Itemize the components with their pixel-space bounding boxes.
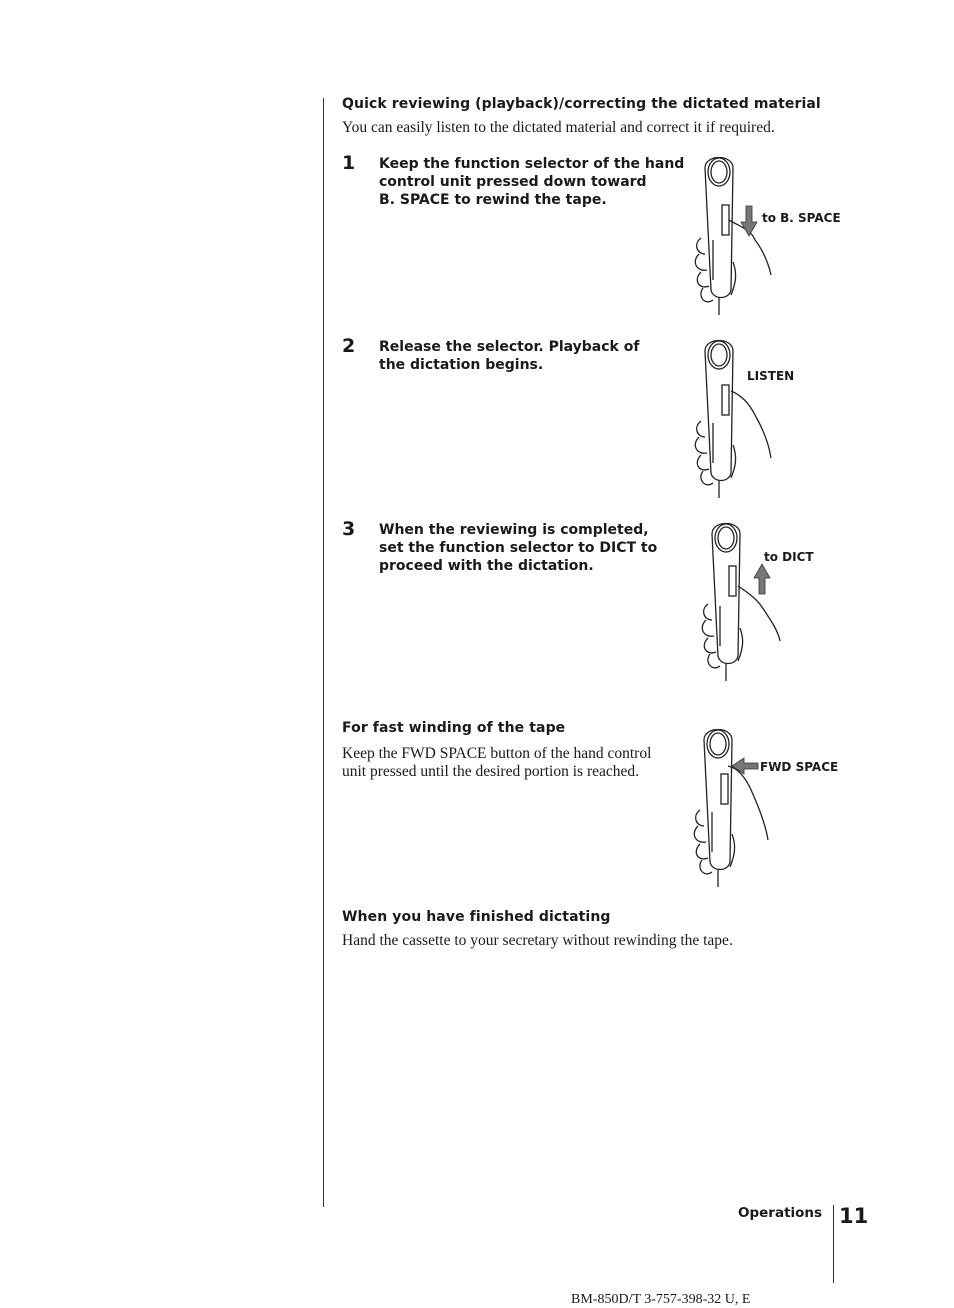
- step-2-callout: LISTEN: [747, 369, 795, 383]
- section-title: Quick reviewing (playback)/correcting the dictated material: [342, 96, 821, 112]
- fast-winding-line: unit pressed until the desired portion is reached.: [342, 763, 640, 780]
- step-2-number: 2: [342, 335, 356, 357]
- step-2-line: the dictation begins.: [379, 357, 544, 373]
- fast-winding-callout: FWD SPACE: [760, 760, 839, 774]
- page-number: 11: [839, 1204, 869, 1228]
- footer-rule: [833, 1205, 834, 1283]
- step-1-text: [379, 155, 689, 209]
- hand-control-unit-dict-icon: [700, 516, 790, 681]
- step-3-text: [379, 521, 689, 575]
- finished-text: Hand the cassette to your secretary without rewinding the tape.: [342, 932, 733, 949]
- fast-winding-title: For fast winding of the tape: [342, 720, 566, 736]
- step-3-line: When the reviewing is completed,: [379, 522, 649, 538]
- step-3-number: 3: [342, 518, 356, 540]
- footer-section-label: Operations: [738, 1205, 823, 1221]
- section-intro: You can easily listen to the dictated material and correct it if required.: [342, 119, 775, 136]
- step-3-line: proceed with the dictation.: [379, 558, 594, 574]
- step-2-line: Release the selector. Playback of: [379, 339, 640, 355]
- fast-winding-line: Keep the FWD SPACE button of the hand control: [342, 745, 652, 762]
- document-id: BM-850D/T 3-757-398-32 U, E: [571, 1292, 751, 1307]
- hand-control-unit-listen-icon: [693, 333, 783, 498]
- step-1-number: 1: [342, 152, 356, 174]
- fast-winding-text: [342, 745, 651, 781]
- step-1-line: Keep the function selector of the hand: [379, 156, 685, 172]
- step-3-callout: to DICT: [764, 550, 814, 564]
- step-1-line: control unit pressed down toward: [379, 174, 647, 190]
- step-2-text: [379, 338, 689, 374]
- step-1-line: B. SPACE to rewind the tape.: [379, 192, 607, 208]
- hand-control-unit-fwd-space-icon: [692, 722, 782, 887]
- margin-rule: [323, 98, 324, 1207]
- finished-title: When you have finished dictating: [342, 909, 611, 925]
- hand-control-unit-rewind-icon: [693, 150, 783, 315]
- step-3-line: set the function selector to DICT to: [379, 540, 658, 556]
- step-1-callout: to B. SPACE: [762, 211, 841, 225]
